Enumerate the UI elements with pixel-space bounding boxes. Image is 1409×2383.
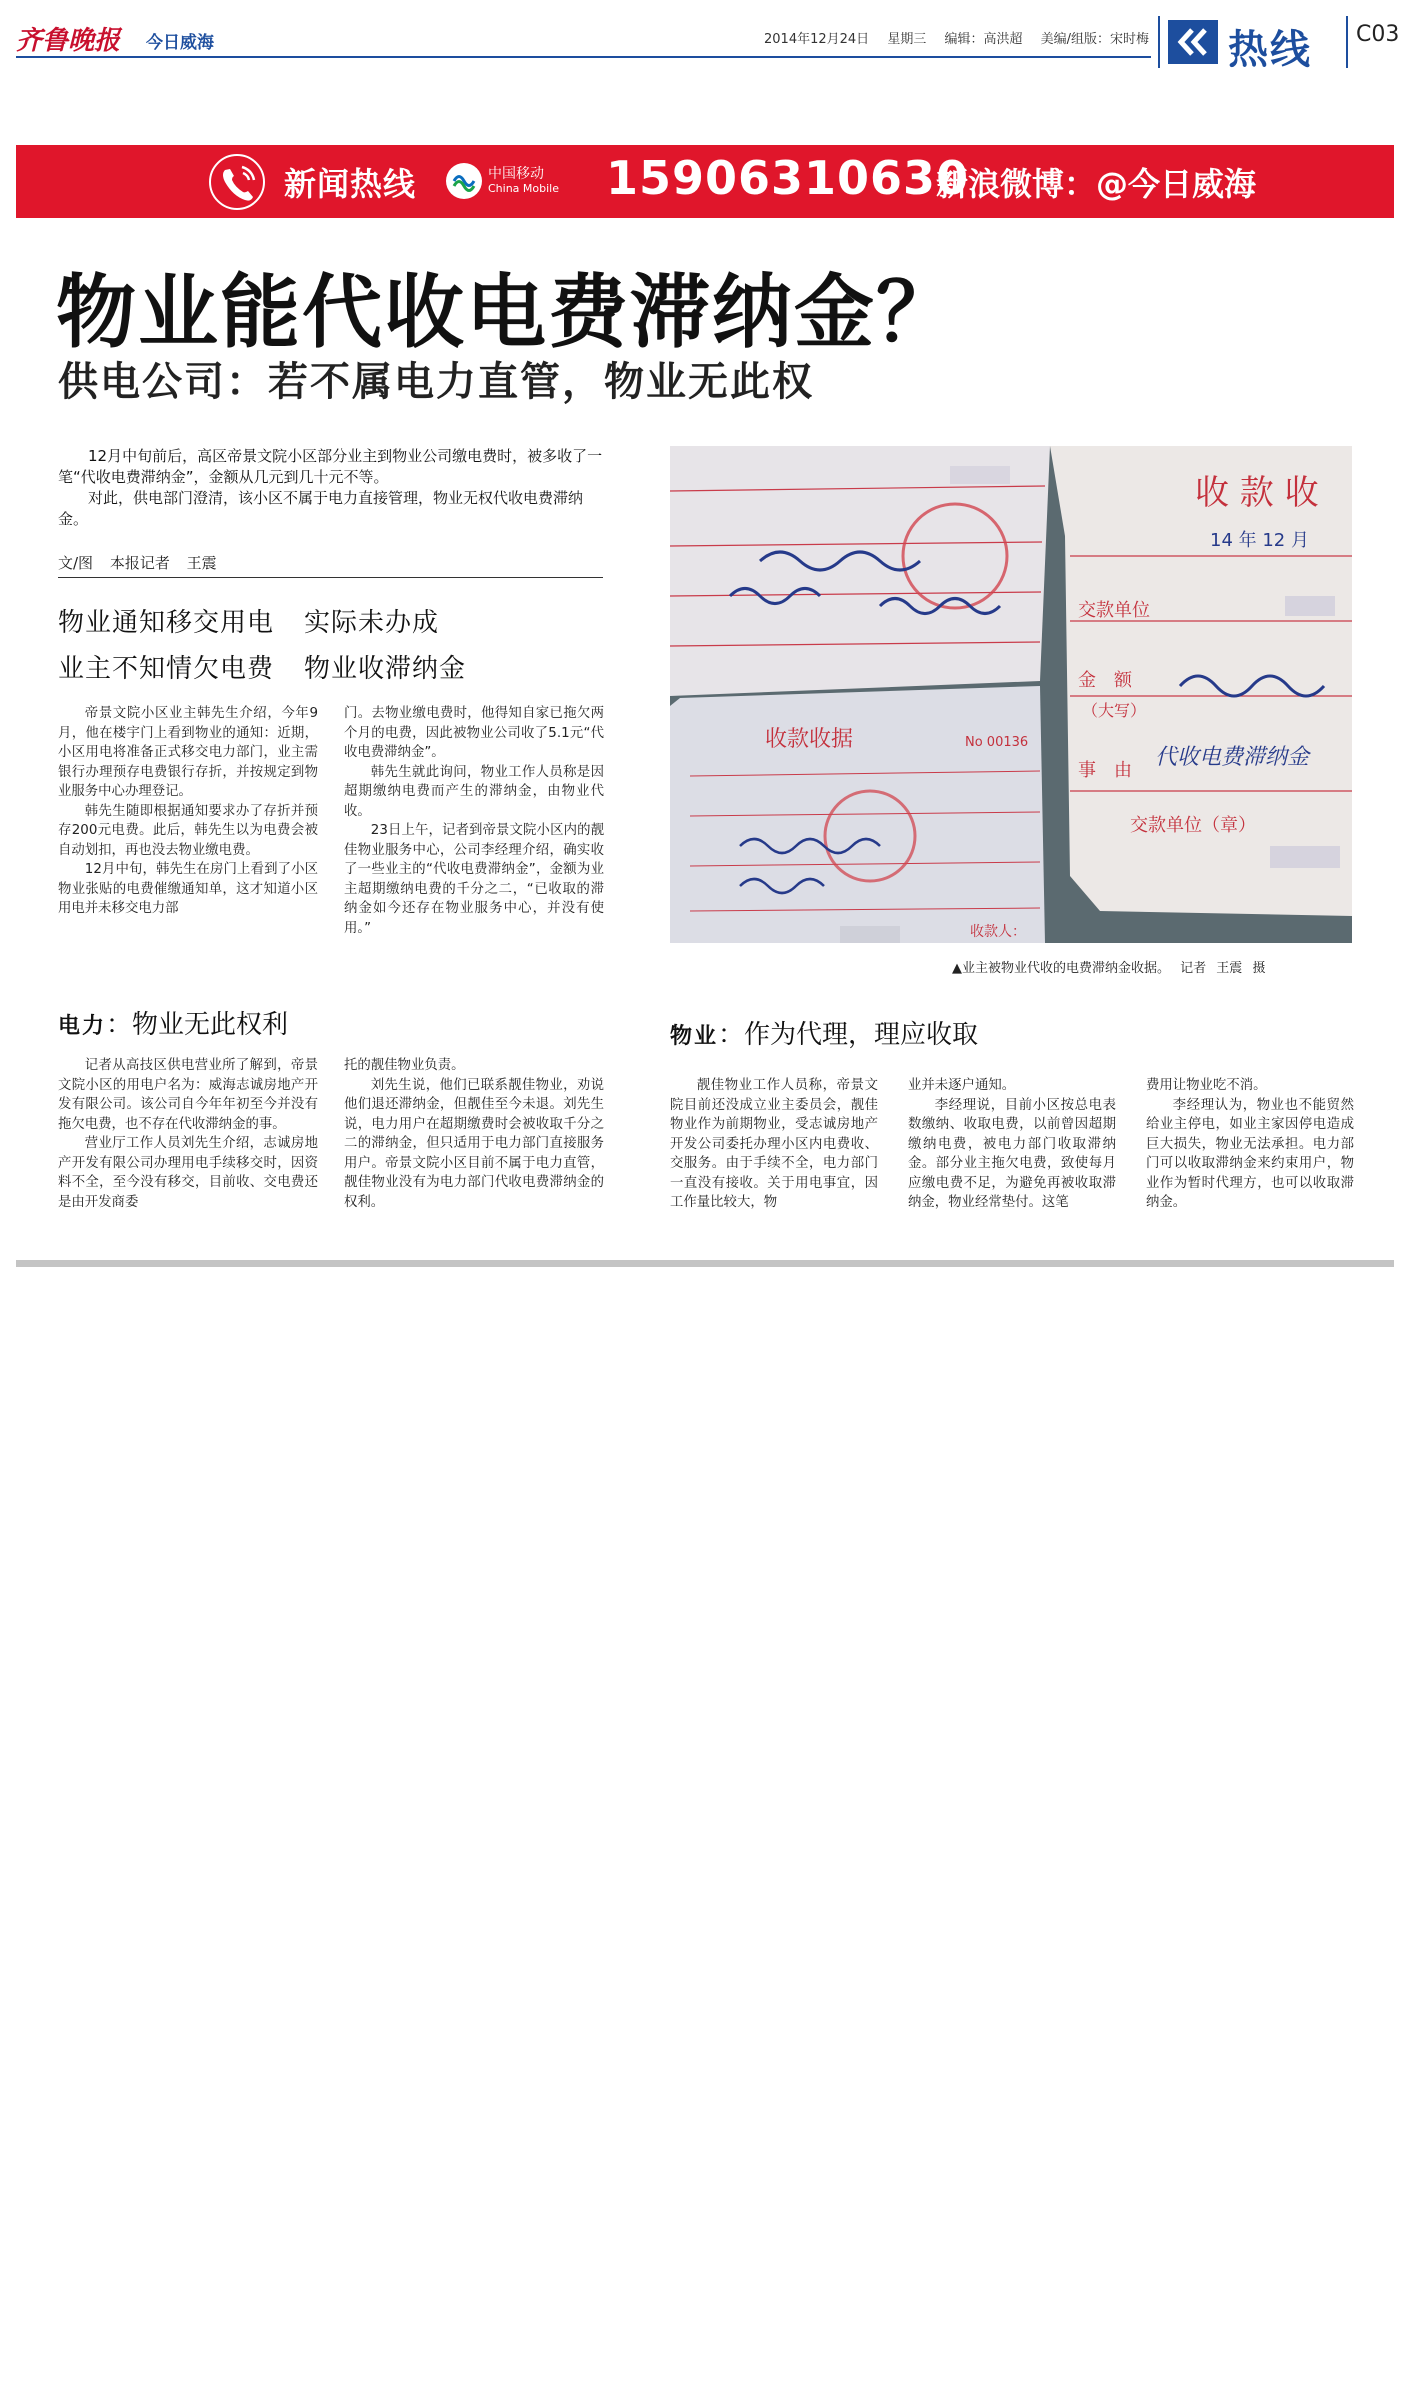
byline xyxy=(58,552,229,573)
lead-paragraph xyxy=(58,446,603,530)
receipt-field: （大写） xyxy=(1082,701,1147,720)
issue-meta xyxy=(764,28,1163,47)
section-heading-part: 物业收滞纳金 xyxy=(304,654,467,684)
section-heading-part: 实际未办成 xyxy=(304,608,440,638)
receipt-title: 收 款 收 xyxy=(1195,473,1319,513)
headline: 物业能代收电费滞纳金？ xyxy=(56,266,958,359)
newspaper-logo: 齐鲁晚报 xyxy=(16,26,121,56)
section-label: 电力 xyxy=(58,1013,107,1039)
paragraph: 营业厅工作人员刘先生介绍，志诚房地产开发有限公司办理用电手续移交时，因资料不全，至今没有移交，目前收、交电费还是由开发商委 xyxy=(58,1136,318,1210)
paragraph: 业并未逐户通知。 xyxy=(908,1078,1016,1093)
page-number: C03 xyxy=(1356,22,1400,47)
paragraph: 门。去物业缴电费时，他得知自家已拖欠两个月的电费，因此被物业公司收了5.1元“代收电费滞纳金”。 xyxy=(344,706,604,760)
caption-credit-name: 王震 xyxy=(1216,961,1243,976)
china-mobile-logo xyxy=(446,163,559,199)
lead-text: 对此，供电部门澄清，该小区不属于电力直接管理，物业无权代收电费滞纳金。 xyxy=(58,489,584,528)
receipt-field: 收款人： xyxy=(970,924,1026,940)
section-heading xyxy=(58,648,496,685)
section-label: 物业 xyxy=(670,1023,719,1049)
designer-credit: 美编/组版：宋时梅 xyxy=(1040,32,1150,47)
section-heading xyxy=(58,602,469,639)
weibo-handle: 新浪微博：@今日威海 xyxy=(936,165,1257,203)
receipt-illustration xyxy=(670,446,1352,943)
editor-credit: 编辑：高洪超 xyxy=(944,32,1023,47)
section-heading-power xyxy=(58,1004,288,1041)
article-column xyxy=(58,1056,318,1251)
paragraph: 韩先生就此询问，物业工作人员称是因超期缴纳电费而产生的滞纳金，由物业代收。 xyxy=(344,764,604,819)
article-column xyxy=(1146,1076,1354,1251)
paragraph: 李经理说，目前小区按总电表数缴纳、收取电费，以前曾因超期缴纳电费，被电力部门收取滞纳金。部分业主拖欠电费，致使每月应缴电费不足，为避免再被收取滞纳金，物业经常垫付。这笔 xyxy=(908,1097,1116,1210)
paragraph: 韩先生随即根据通知要求办了存折并预存200元电费。此后，韩先生以为电费会被自动划扣，再也没去物业缴电费。 xyxy=(58,803,318,858)
carrier-name: 中国移动 xyxy=(488,166,544,182)
section-title: ：作为代理，理应收取 xyxy=(718,1020,979,1050)
carrier-name-en: China Mobile xyxy=(488,182,560,195)
paragraph: 费用让物业吃不消。 xyxy=(1146,1078,1267,1093)
paragraph: 托的靓佳物业负责。 xyxy=(344,1058,465,1073)
china-mobile-icon xyxy=(446,163,482,199)
receipt-field: 交款单位 xyxy=(1078,600,1150,621)
hotline-banner xyxy=(16,145,1394,218)
paragraph: 靓佳物业工作人员称，帝景文院目前还没成立业主委员会，靓佳物业作为前期物业，受志诚房地产开发公司委托办理小区内电费收、交服务。由于手续不全，电力部门一直没有接收。关于用电事宜，因工作量比较大，物 xyxy=(670,1078,878,1210)
column-name: 今日威海 xyxy=(146,33,214,53)
byline-label: 文/图 xyxy=(58,554,94,572)
section-heading-property xyxy=(670,1014,978,1051)
section-heading-part: 业主不知情欠电费 xyxy=(58,654,275,684)
hotline-number: 15906310630 xyxy=(606,151,970,205)
caption-credit-role: 记者 xyxy=(1180,961,1207,976)
receipt-serial: No 00136 xyxy=(965,735,1029,750)
section-heading-part: 物业通知移交用电 xyxy=(58,608,275,638)
lead-divider xyxy=(58,577,603,578)
receipt-photo xyxy=(670,446,1352,943)
double-chevron-left-icon xyxy=(1168,20,1218,64)
paragraph: 帝景文院小区业主韩先生介绍，今年9月，他在楼宇门上看到物业的通知：近期，小区用电将准备正式移交电力部门，业主需银行办理预存电费银行存折，并按规定到物业服务中心办理登记。 xyxy=(58,706,318,799)
masthead xyxy=(16,16,1400,76)
caption-credit-action: 摄 xyxy=(1252,961,1266,976)
article-column xyxy=(344,704,604,979)
paragraph: 李经理认为，物业也不能贸然给业主停电，如业主家因停电造成巨大损失，物业无法承担。电力部门可以收取滞纳金来约束用户，物业作为暂时代理方，也可以收取滞纳金。 xyxy=(1146,1097,1354,1210)
photo-caption xyxy=(946,957,1265,976)
receipt-field: 事 由 xyxy=(1078,760,1132,781)
lead-text: 12月中旬前后，高区帝景文院小区部分业主到物业公司缴电费时，被多收了一笔“代收电费滞纳金”，金额从几元到几十元不等。 xyxy=(58,447,603,486)
receipt-field: 金 额 xyxy=(1078,670,1132,691)
article-column xyxy=(344,1056,604,1251)
article-column xyxy=(670,1076,878,1251)
page-bottom-rule xyxy=(16,1260,1394,1267)
paragraph: 12月中旬，韩先生在房门上看到了小区物业张贴的电费催缴通知单，这才知道小区用电并未移交电力部 xyxy=(58,862,318,916)
receipt-field: 交款单位（章） xyxy=(1130,815,1256,836)
receipt-date: 14 年 12 月 xyxy=(1210,530,1309,551)
receipt-title: 收款收据 xyxy=(765,727,854,752)
page-divider xyxy=(1346,16,1348,68)
masthead-rule xyxy=(16,56,1151,58)
paragraph: 23日上午，记者到帝景文院小区内的靓佳物业服务中心，公司李经理介绍，确实收了一些业主的“代收电费滞纳金”，金额为业主超期缴纳电费的千分之二，“已收取的滞纳金如今还存在物业服务中心，并没有使用。” xyxy=(344,823,604,936)
byline-role: 本报记者 xyxy=(109,554,170,572)
issue-date: 2014年12月24日 xyxy=(764,32,870,47)
section-name: 热线 xyxy=(1228,27,1312,73)
byline-name: 王震 xyxy=(186,554,217,572)
phone-icon xyxy=(206,153,268,211)
issue-weekday: 星期三 xyxy=(887,32,927,47)
article-column xyxy=(908,1076,1116,1251)
paragraph: 刘先生说，他们已联系靓佳物业，劝说他们退还滞纳金，但靓佳至今未退。刘先生说，电力用户在超期缴费时会被收取千分之二的滞纳金，但只适用于电力部门直接服务用户。帝景文院小区目前不属于电力直管，靓佳物业没有为电力部门代收电费滞纳金的权利。 xyxy=(344,1077,604,1210)
receipt-handwriting: 代收电费滞纳金 xyxy=(1155,745,1310,770)
paragraph: 记者从高技区供电营业所了解到，帝景文院小区的用电户名为：威海志诚房地产开发有限公司。该公司自今年年初至今并没有拖欠电费，也不存在代收滞纳金的事。 xyxy=(58,1058,318,1132)
article-column xyxy=(58,704,318,979)
masthead-divider xyxy=(1158,16,1160,68)
hotline-label: 新闻热线 xyxy=(284,165,417,203)
caption-text: ▲业主被物业代收的电费滞纳金收据。 xyxy=(952,961,1170,976)
section-title: ：物业无此权利 xyxy=(106,1010,289,1040)
subheadline: 供电公司：若不属电力直管，物业无此权 xyxy=(58,359,814,405)
